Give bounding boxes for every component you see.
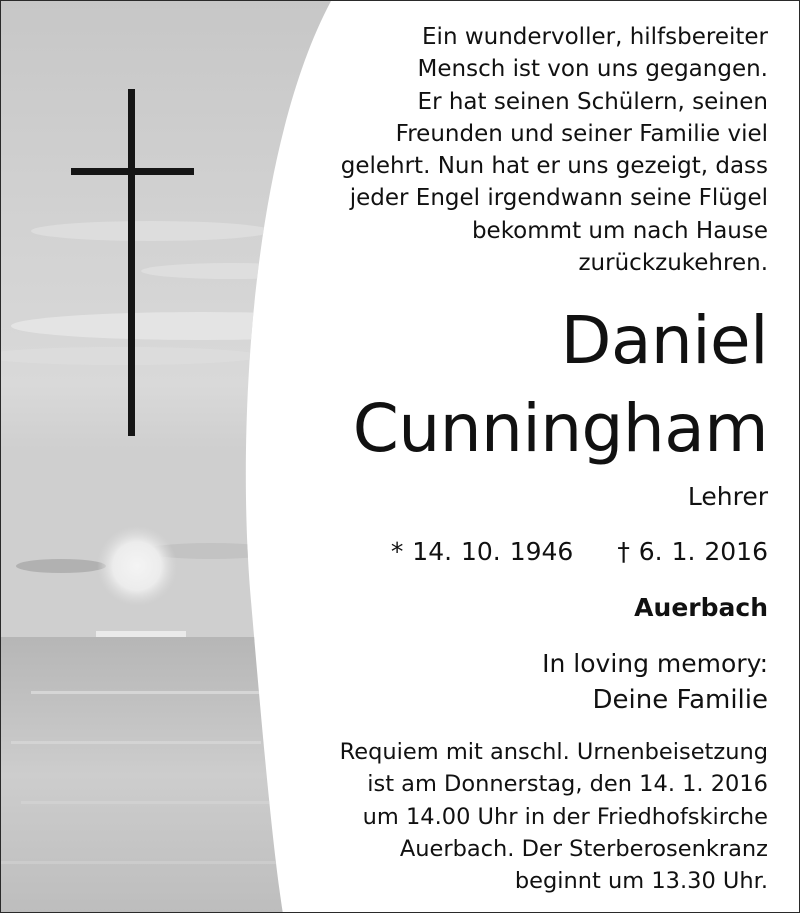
notice-line: ist am Donnerstag, den 14. 1. 2016	[367, 771, 768, 798]
death-date: † 6. 1. 2016	[617, 537, 768, 566]
latin-cross-icon-bar	[71, 168, 194, 175]
deceased-profession: Lehrer	[687, 482, 768, 511]
service-notice	[340, 736, 768, 897]
poem-line: jeder Engel irgendwann seine Flügel	[349, 185, 768, 212]
poem-line: Mensch ist von uns gegangen.	[417, 56, 768, 83]
poem-line: zurückzukehren.	[578, 250, 768, 277]
notice-line: beginnt um 13.30 Uhr.	[514, 868, 768, 895]
deceased-first-name: Daniel	[560, 302, 768, 379]
notice-line: Requiem mit anschl. Urnenbeisetzung	[339, 739, 768, 765]
memory-line: In loving memory:	[542, 649, 768, 678]
poem-line: gelehrt. Nun hat er uns gezeigt, dass	[340, 153, 768, 180]
life-dates	[391, 534, 768, 570]
birth-date: * 14. 10. 1946	[390, 537, 574, 566]
latin-cross-icon	[128, 89, 135, 436]
notice-line: um 14.00 Uhr in der Friedhofskirche	[362, 803, 768, 830]
poem-line: Ein wundervoller, hilfsbereiter	[422, 24, 768, 50]
notice-line: Auerbach. Der Sterberosenkranz	[399, 835, 768, 862]
mourners: Deine Familie	[592, 685, 768, 715]
poem-line: Er hat seinen Schülern, seinen	[417, 88, 768, 115]
poem	[341, 21, 768, 279]
deceased-last-name: Cunningham	[352, 390, 768, 467]
poem-line: Freunden und seiner Familie viel	[395, 120, 768, 147]
poem-line: bekommt um nach Hause	[471, 217, 768, 244]
deceased-place: Auerbach	[634, 593, 768, 622]
